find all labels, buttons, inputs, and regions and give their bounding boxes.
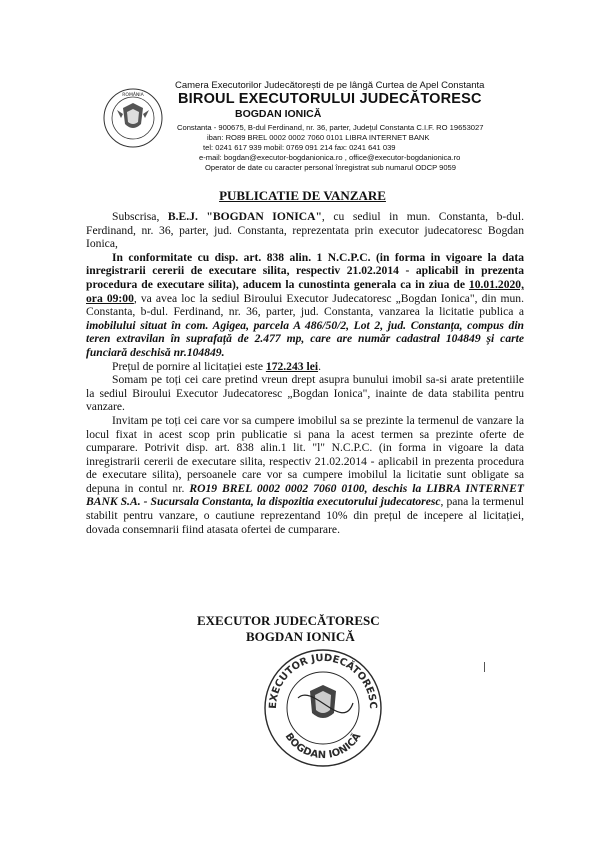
seal-bottom-text — [283, 730, 364, 761]
publication-title-text: PUBLICATIE DE VANZARE — [219, 188, 386, 203]
address-line: Constanta - 900675, B-dul Ferdinand, nr. 36, parter, Județul Constanta C.I.F. RO 19653027 — [177, 123, 484, 132]
seal-top-path: EXECUTOR JUDECĂTORESC — [267, 652, 379, 710]
text-span: , pana la termenul stabilit pentru vanzare, o cautiune reprezentand 10% din prețul de incepere al licitației, dovada consemnarii fiind atasata ofertei de cumparare. — [86, 495, 524, 536]
crest-text: ROMÂNIA — [122, 93, 144, 98]
seal-bottom-path: BOGDAN IONICĂ — [282, 731, 364, 762]
paragraph-price — [86, 360, 524, 374]
auction-date: 10.01.2020, ora 09:00 — [86, 277, 524, 305]
property-description: imobilului situat în com. Agigea, parcela A 486/50/2, Lot 2, jud. Constanța, compus din teren extravilan în suprafață de 2.477 mp, care are număr cadastral 104849 și carte funciară deschisă nr.104849. — [86, 318, 524, 359]
office-name: BOGDAN IONICĂ — [235, 108, 322, 120]
official-seal-icon — [258, 643, 388, 773]
text-span: . — [318, 359, 321, 373]
iban-line: iban: RO89 BREL 0002 0002 7060 0101 LIBRA INTERNET BANK — [207, 133, 430, 142]
text-span: , cu sediul in mun. Constanta, b-dul. Ferdinand, nr. 36, parter, jud. Constanta, reprezentata prin executor judecatoresc Bogdan Ionica, — [86, 210, 524, 251]
starting-price: 172.243 lei — [265, 359, 319, 373]
signature-role: EXECUTOR JUDECĂTORESC — [197, 613, 380, 628]
bej-name: B.E.J. "BOGDAN IONICA" — [167, 210, 322, 223]
romania-crest-icon — [103, 88, 163, 148]
paragraph-invitation — [86, 414, 524, 536]
phone-line: tel: 0241 617 939 mobil: 0769 091 214 fax: 0241 641 039 — [203, 143, 396, 152]
text-span: , va avea loc la sediul Biroului Executor Judecatoresc „Bogdan Ionica", din mun. Constanta, b-dul. Ferdinand, nr. 36, parter, jud. Constanta, vanzarea la licitatie publica a — [86, 291, 525, 319]
margin-mark — [484, 662, 485, 672]
operator-line: Operator de date cu caracter personal înregistrat sub numarul ODCP 9059 — [205, 163, 457, 172]
text-span: Invitam pe toți cei care vor sa cumpere imobilul sa se prezinte la termenul de vanzare la locul fixat in acest scop prin publicatie si pana la acest termen sa prezinte oferte de cumparare. Potrivit disp. art. 838 alin.1 lit. "l" N.C.P.C. (in forma in vigoare la data inregistrarii cererii de executare silita, respectiv 21.02.2014 - aplicabil in prezenta procedura de executare silita), persoanele care vor sa cumpere imobilul la licitatie sunt obligate sa depuna in contul nr. — [86, 413, 524, 495]
publication-title — [0, 188, 605, 204]
email-line: e-mail: bogdan@executor-bogdanionica.ro , office@executor-bogdanionica.ro — [199, 153, 461, 162]
paragraph-intro — [86, 210, 524, 251]
paragraph-notice — [86, 251, 524, 360]
office-title: BIROUL EXECUTORULUI JUDECĂTORESC — [178, 91, 482, 107]
text-span: Subscrisa, — [112, 210, 168, 223]
chamber-line: Camera Executorilor Judecătorești de pe lângă Curtea de Apel Constanta — [175, 80, 485, 91]
publication-body — [86, 210, 524, 536]
text-span: Prețul de pornire al licitației este — [112, 359, 266, 373]
bank-account: RO19 BREL 0002 0002 7060 0100, deschis la LIBRA INTERNET BANK S.A. - Sucursala Constanta, la dispozitia executorului judecatoresc — [86, 481, 524, 509]
paragraph-summons: Somam pe toți cei care pretind vreun drept asupra bunului imobil sa-si arate pretentiile la sediul Biroului Executor Judecatoresc „Bogdan Ionica", inainte de data stabilita pentru vanzare. — [86, 373, 524, 414]
legal-basis: In conformitate cu disp. art. 838 alin. 1 N.C.P.C. (in forma in vigoare la data inregistrarii cererii de executare silita, respectiv 21.02.2014 - aplicabil in prezenta procedura de executare silita), aducem la cunostinta generala ca in ziua de — [86, 250, 524, 291]
signature-name: BOGDAN IONICĂ — [246, 629, 355, 644]
